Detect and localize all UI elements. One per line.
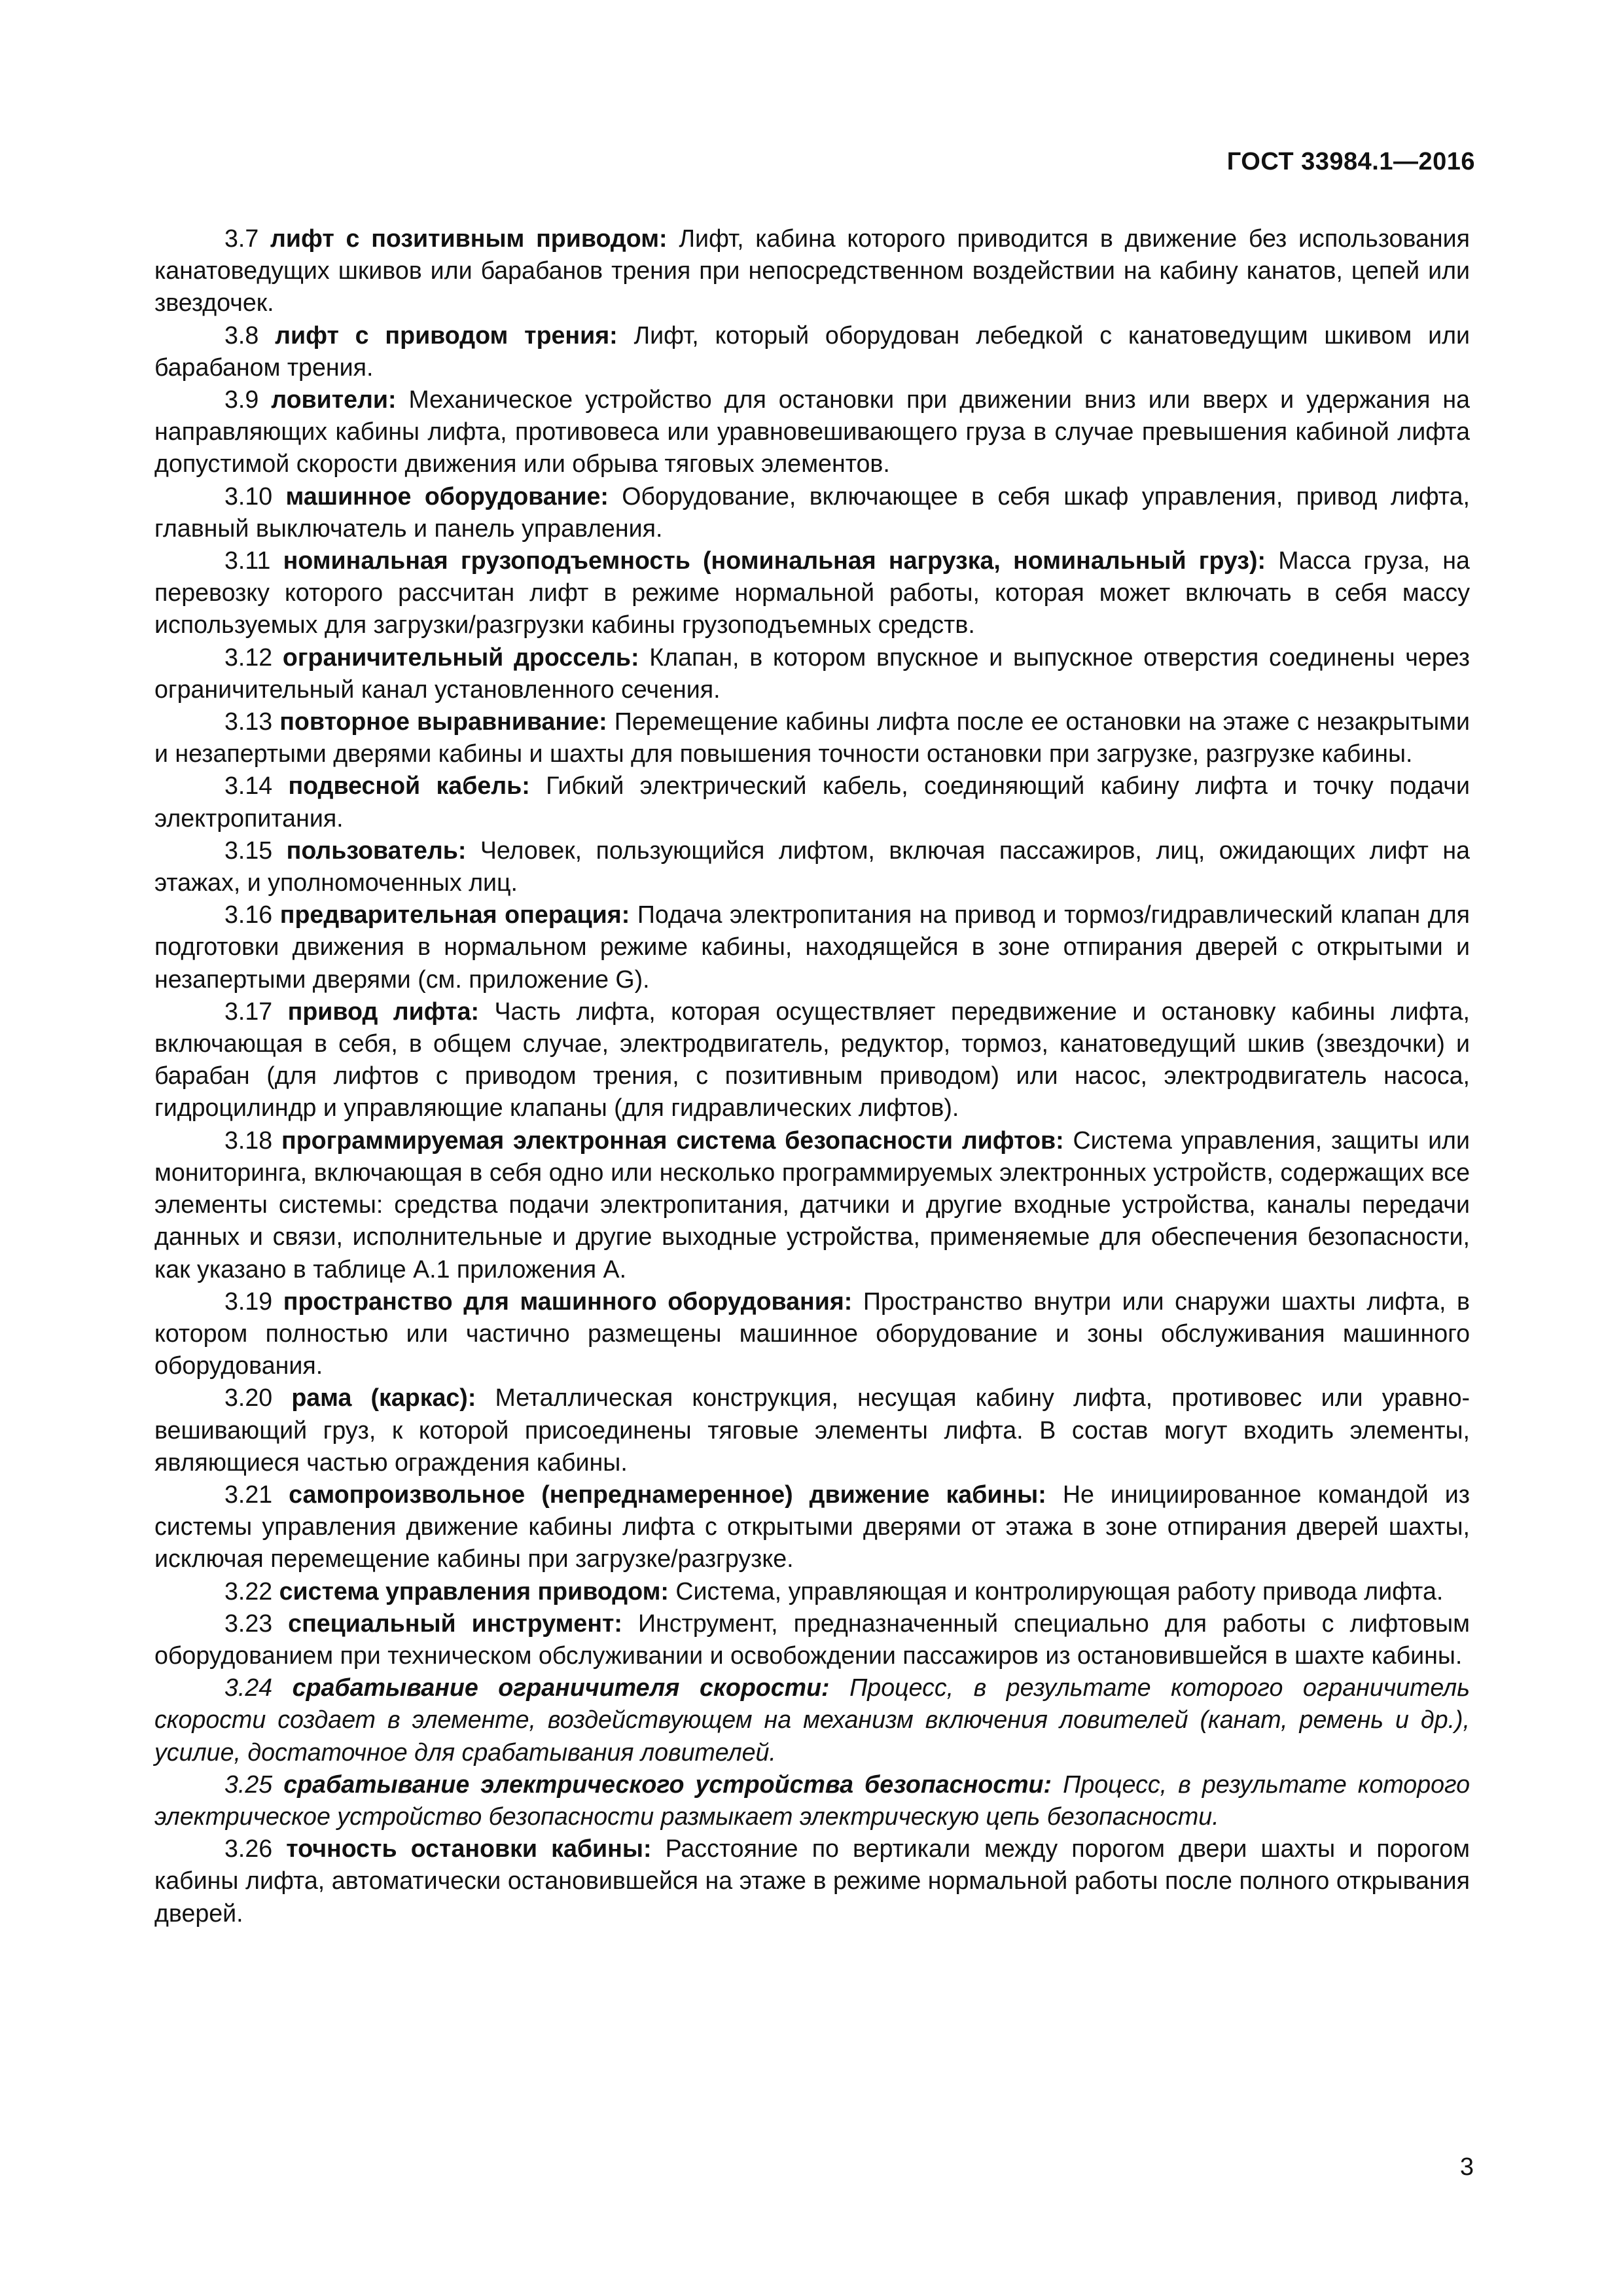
- term-title: система управления приводом:: [279, 1577, 669, 1605]
- term-title: срабатывание ограничителя скорости:: [292, 1674, 830, 1702]
- term-title: машинное оборудование:: [285, 482, 609, 510]
- term-definition: Лифт, кабина которого приводится в движение без использования канатоведущих шкивов или барабанов трения при непосредственном воздействии на кабину канатов, цепей или звездочек.: [154, 224, 1470, 317]
- term-definition: Система, управляющая и контролирующая работу привода лифта.: [675, 1577, 1444, 1605]
- term-3-18: [154, 1124, 1470, 1285]
- term-title: подвесной кабель:: [288, 772, 530, 800]
- term-title: лифт с позитивным приводом:: [270, 224, 668, 252]
- term-title: лифт с приводом трения:: [275, 321, 618, 349]
- term-title: предварительная операция:: [279, 901, 630, 929]
- term-number: 3.15: [224, 836, 273, 864]
- term-number: 3.25: [224, 1770, 273, 1798]
- term-number: 3.24: [224, 1674, 273, 1702]
- term-definition: Человек, пользующийся лифтом, включая пассажиров, лиц, ожидающих лифт на этажах, и уполномоченных лиц.: [154, 836, 1470, 897]
- term-definition: Часть лифта, которая осуществляет передвижение и остановку кабины лифта, включающая в себя, в общем случае, электродвигатель, редуктор, тормоз, канатоведущий шкив (звездочки) и барабан (для лифтов с приводом трения, с позитивным приводом) или насос, электродвигатель насоса, гидроцилиндр и управляющие клапаны (для гидравлических лифтов).: [154, 997, 1470, 1122]
- term-3-14: [154, 770, 1470, 834]
- term-3-15: [154, 834, 1470, 899]
- term-number: 3.23: [224, 1609, 273, 1637]
- term-number: 3.10: [224, 482, 273, 510]
- term-3-12: [154, 641, 1470, 706]
- term-definition: Инструмент, предназначенный специально для работы с лифтовым оборудованием при техническом обслуживании и освобождении пассажиров из остановившейся в шахте кабины.: [154, 1609, 1470, 1669]
- term-3-25: [154, 1768, 1470, 1833]
- term-title: срабатывание электрического устройства безопасности:: [283, 1770, 1052, 1798]
- term-definition: Гибкий электрический кабель, соединяющий кабину лифта и точку подачи электропитания.: [154, 772, 1470, 832]
- term-title: специальный инструмент:: [288, 1609, 622, 1637]
- term-3-19: [154, 1285, 1470, 1382]
- term-definition: Перемещение кабины лифта после ее остановки на этаже с незакрытыми и незапертыми дверями кабины и шахты для повышения точности остановки при загрузке, разгрузке кабины.: [154, 708, 1470, 768]
- term-definition: Масса груза, на перевозку которого рассчитан лифт в режиме нормальной работы, которая может включать в себя массу используемых для загрузки/разгрузки кабины грузоподъемных средств.: [154, 547, 1470, 639]
- term-definition: Расстояние по вертикали между порогом двери шахты и порогом кабины лифта, автоматически остановившейся на этаже в режиме нормальной работы после полного открывания дверей.: [154, 1835, 1470, 1927]
- term-number: 3.19: [224, 1287, 273, 1315]
- term-3-21: [154, 1479, 1470, 1575]
- term-number: 3.9: [224, 386, 259, 414]
- term-number: 3.11: [224, 547, 271, 575]
- term-definition: Пространство внутри или снаружи шахты лифта, в котором полностью или частично размещены машинное оборудование и зоны обслуживания машинного оборудования.: [154, 1287, 1470, 1380]
- term-definition: Система управления, защиты или мониторинга, включающая в себя одно или несколько программируемых электронных устройств, содержащих все элементы системы: средства подачи электропитания, датчики и другие входные устройства, каналы передачи данных и связи, исполнительные и другие выходные устройства, применяемые для обеспечения безопасности, как указано в таблице А.1 приложения А.: [154, 1126, 1470, 1283]
- term-3-13: [154, 706, 1470, 770]
- term-3-8: [154, 319, 1470, 384]
- term-definition: Механическое устройство для остановки при движении вниз или вверх и удержания на направляющих кабины лифта, противовеса или уравновешивающего груза в случае превышения кабиной лифта допустимой скорости движения или обрыва тяговых элементов.: [154, 386, 1470, 478]
- term-title: пользователь:: [286, 836, 467, 864]
- term-title: ловители:: [271, 386, 397, 414]
- term-definition: Оборудование, включающее в себя шкаф управления, привод лифта, главный выключатель и панель управления.: [154, 482, 1470, 542]
- term-title: номинальная грузоподъемность (номинальная нагрузка, номинальный груз):: [283, 547, 1266, 575]
- terms-section: [154, 223, 1470, 1929]
- term-title: пространство для машинного оборудования:: [283, 1287, 853, 1315]
- term-definition: Клапан, в котором впускное и выпускное отверстия соединены через ограничительный канал установленного сечения.: [154, 643, 1470, 703]
- term-title: самопроизвольное (непреднамеренное) движение кабины:: [289, 1480, 1046, 1508]
- term-definition: Металлическая конструкция, несущая кабину лифта, противовес или уравновешивающий груз, к которой присоединены тяговые элементы лифта. В состав могут входить элементы, являющиеся частью ограждения кабины.: [154, 1384, 1470, 1476]
- term-number: 3.26: [224, 1835, 273, 1863]
- term-3-9: [154, 384, 1470, 480]
- term-number: 3.14: [224, 772, 273, 800]
- term-3-10: [154, 480, 1470, 545]
- term-3-11: [154, 545, 1470, 641]
- term-definition: Процесс, в результате которого электрическое устройство безопасности размыкает электрическую цепь безопасности.: [154, 1770, 1470, 1830]
- term-number: 3.17: [224, 997, 273, 1025]
- term-definition: Подача электропитания на привод и тормоз/гидравлический клапан для подготовки движения в нормальном режиме кабины, находящейся в зоне отпирания дверей с открытыми и незапертыми дверями (см. приложение G).: [154, 901, 1470, 993]
- term-number: 3.20: [224, 1384, 273, 1412]
- term-3-24: [154, 1672, 1470, 1768]
- term-title: рама (каркас):: [291, 1384, 476, 1412]
- term-number: 3.22: [224, 1577, 273, 1605]
- term-number: 3.8: [224, 321, 259, 349]
- term-definition: Процесс, в результате которого ограничитель скорости создает в элементе, воздействующем на механизм включения ловителей (канат, ремень и др.), усилие, достаточное для срабатывания ловителей.: [154, 1674, 1470, 1766]
- term-number: 3.21: [224, 1480, 273, 1508]
- term-number: 3.18: [224, 1126, 273, 1154]
- term-3-17: [154, 996, 1470, 1124]
- term-title: ограничительный дроссель:: [282, 643, 639, 671]
- term-title: привод лифта:: [287, 997, 479, 1025]
- term-3-16: [154, 899, 1470, 996]
- term-number: 3.12: [224, 643, 273, 671]
- page-number: 3: [1459, 2153, 1474, 2181]
- term-number: 3.16: [224, 901, 273, 929]
- term-title: повторное выравнивание:: [279, 708, 607, 736]
- term-number: 3.13: [224, 708, 273, 736]
- term-definition: Лифт, который оборудован лебедкой с канатоведущим шкивом или барабаном трения.: [154, 321, 1470, 381]
- term-number: 3.7: [224, 224, 259, 252]
- document-header: ГОСТ 33984.1—2016: [1226, 148, 1475, 175]
- term-definition: Не инициированное командой из системы управления движение кабины лифта с открытыми дверями от этажа в зоне отпирания дверей шахты, исключая перемещение кабины при загрузке/разгрузке.: [154, 1480, 1470, 1573]
- term-3-26: [154, 1833, 1470, 1929]
- term-3-20: [154, 1382, 1470, 1479]
- term-3-7: [154, 223, 1470, 319]
- term-title: программируемая электронная система безопасности лифтов:: [281, 1126, 1064, 1154]
- term-3-23: [154, 1607, 1470, 1672]
- term-3-22: [154, 1575, 1470, 1607]
- term-title: точность остановки кабины:: [286, 1835, 652, 1863]
